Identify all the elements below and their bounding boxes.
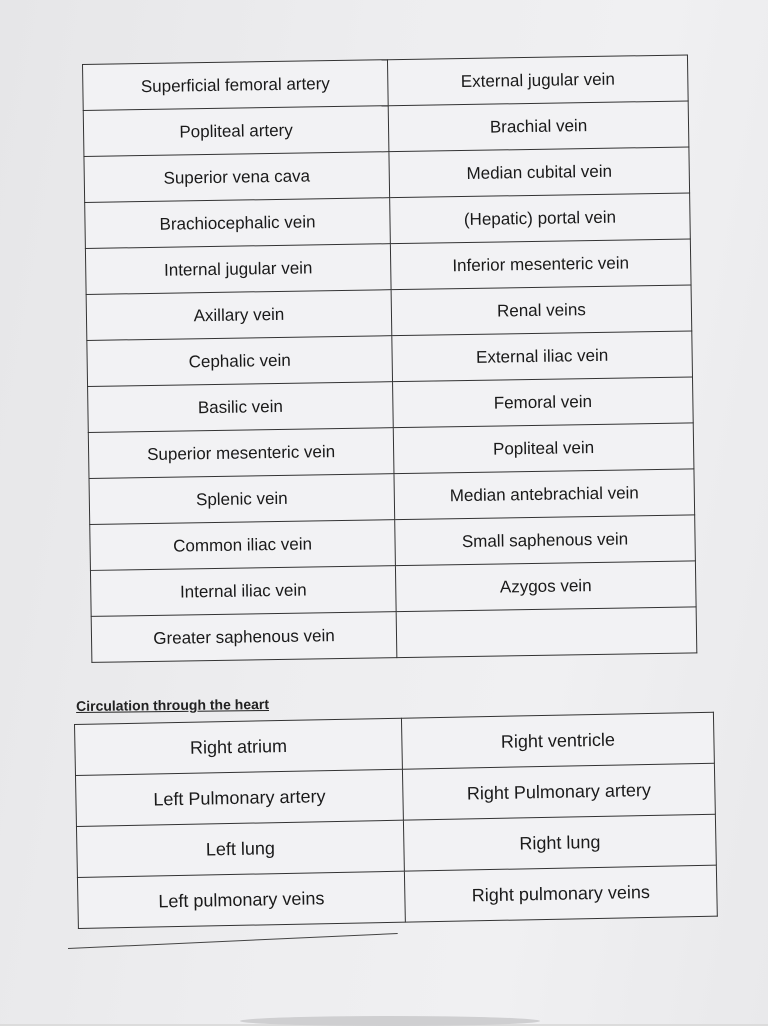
table-cell: Internal iliac vein: [90, 566, 396, 617]
heart-circulation-table: [74, 712, 718, 929]
table-cell: Right lung: [403, 814, 716, 871]
table-cell: (Hepatic) portal vein: [390, 193, 691, 244]
table-cell: Common iliac vein: [90, 520, 396, 571]
table-cell: Femoral vein: [393, 377, 694, 428]
table-cell: Popliteal artery: [83, 106, 389, 157]
table-cell: Median cubital vein: [389, 147, 690, 198]
table-bottom-edge: [68, 933, 398, 949]
table-cell: Right ventricle: [401, 712, 714, 769]
paper-fold-shadow: [240, 1016, 540, 1026]
table-cell: Left Pulmonary artery: [75, 769, 403, 826]
table-cell: Median antebrachial vein: [394, 469, 695, 520]
table-cell: Right atrium: [75, 718, 403, 775]
table-cell: External iliac vein: [392, 331, 693, 382]
table-cell: Renal veins: [391, 285, 692, 336]
table-cell: Splenic vein: [89, 474, 395, 525]
table-row: [77, 865, 717, 928]
table-cell: Basilic vein: [88, 382, 394, 433]
table-cell: Left pulmonary veins: [77, 871, 405, 928]
table-cell: External jugular vein: [387, 55, 688, 106]
table-cell: Small saphenous vein: [395, 515, 696, 566]
table-cell: Cephalic vein: [87, 336, 393, 387]
table-cell: Azygos vein: [395, 561, 696, 612]
table-cell: Internal jugular vein: [85, 244, 391, 295]
table-cell: Brachiocephalic vein: [85, 198, 391, 249]
empty-cell: [396, 607, 697, 658]
table-cell: Superior mesenteric vein: [88, 428, 394, 479]
section-heading: Circulation through the heart: [76, 695, 270, 714]
table-cell: Superior vena cava: [84, 152, 390, 203]
table-cell: Brachial vein: [388, 101, 689, 152]
table-row: [91, 607, 697, 662]
table-cell: Right pulmonary veins: [404, 865, 717, 922]
table-cell: Axillary vein: [86, 290, 392, 341]
vessel-table: [82, 54, 697, 662]
table-cell: Popliteal vein: [393, 423, 694, 474]
table-cell: Left lung: [76, 820, 404, 877]
table-cell: Greater saphenous vein: [91, 612, 397, 663]
table-cell: Right Pulmonary artery: [402, 763, 715, 820]
table-cell: Inferior mesenteric vein: [390, 239, 691, 290]
table-cell: Superficial femoral artery: [83, 60, 389, 111]
